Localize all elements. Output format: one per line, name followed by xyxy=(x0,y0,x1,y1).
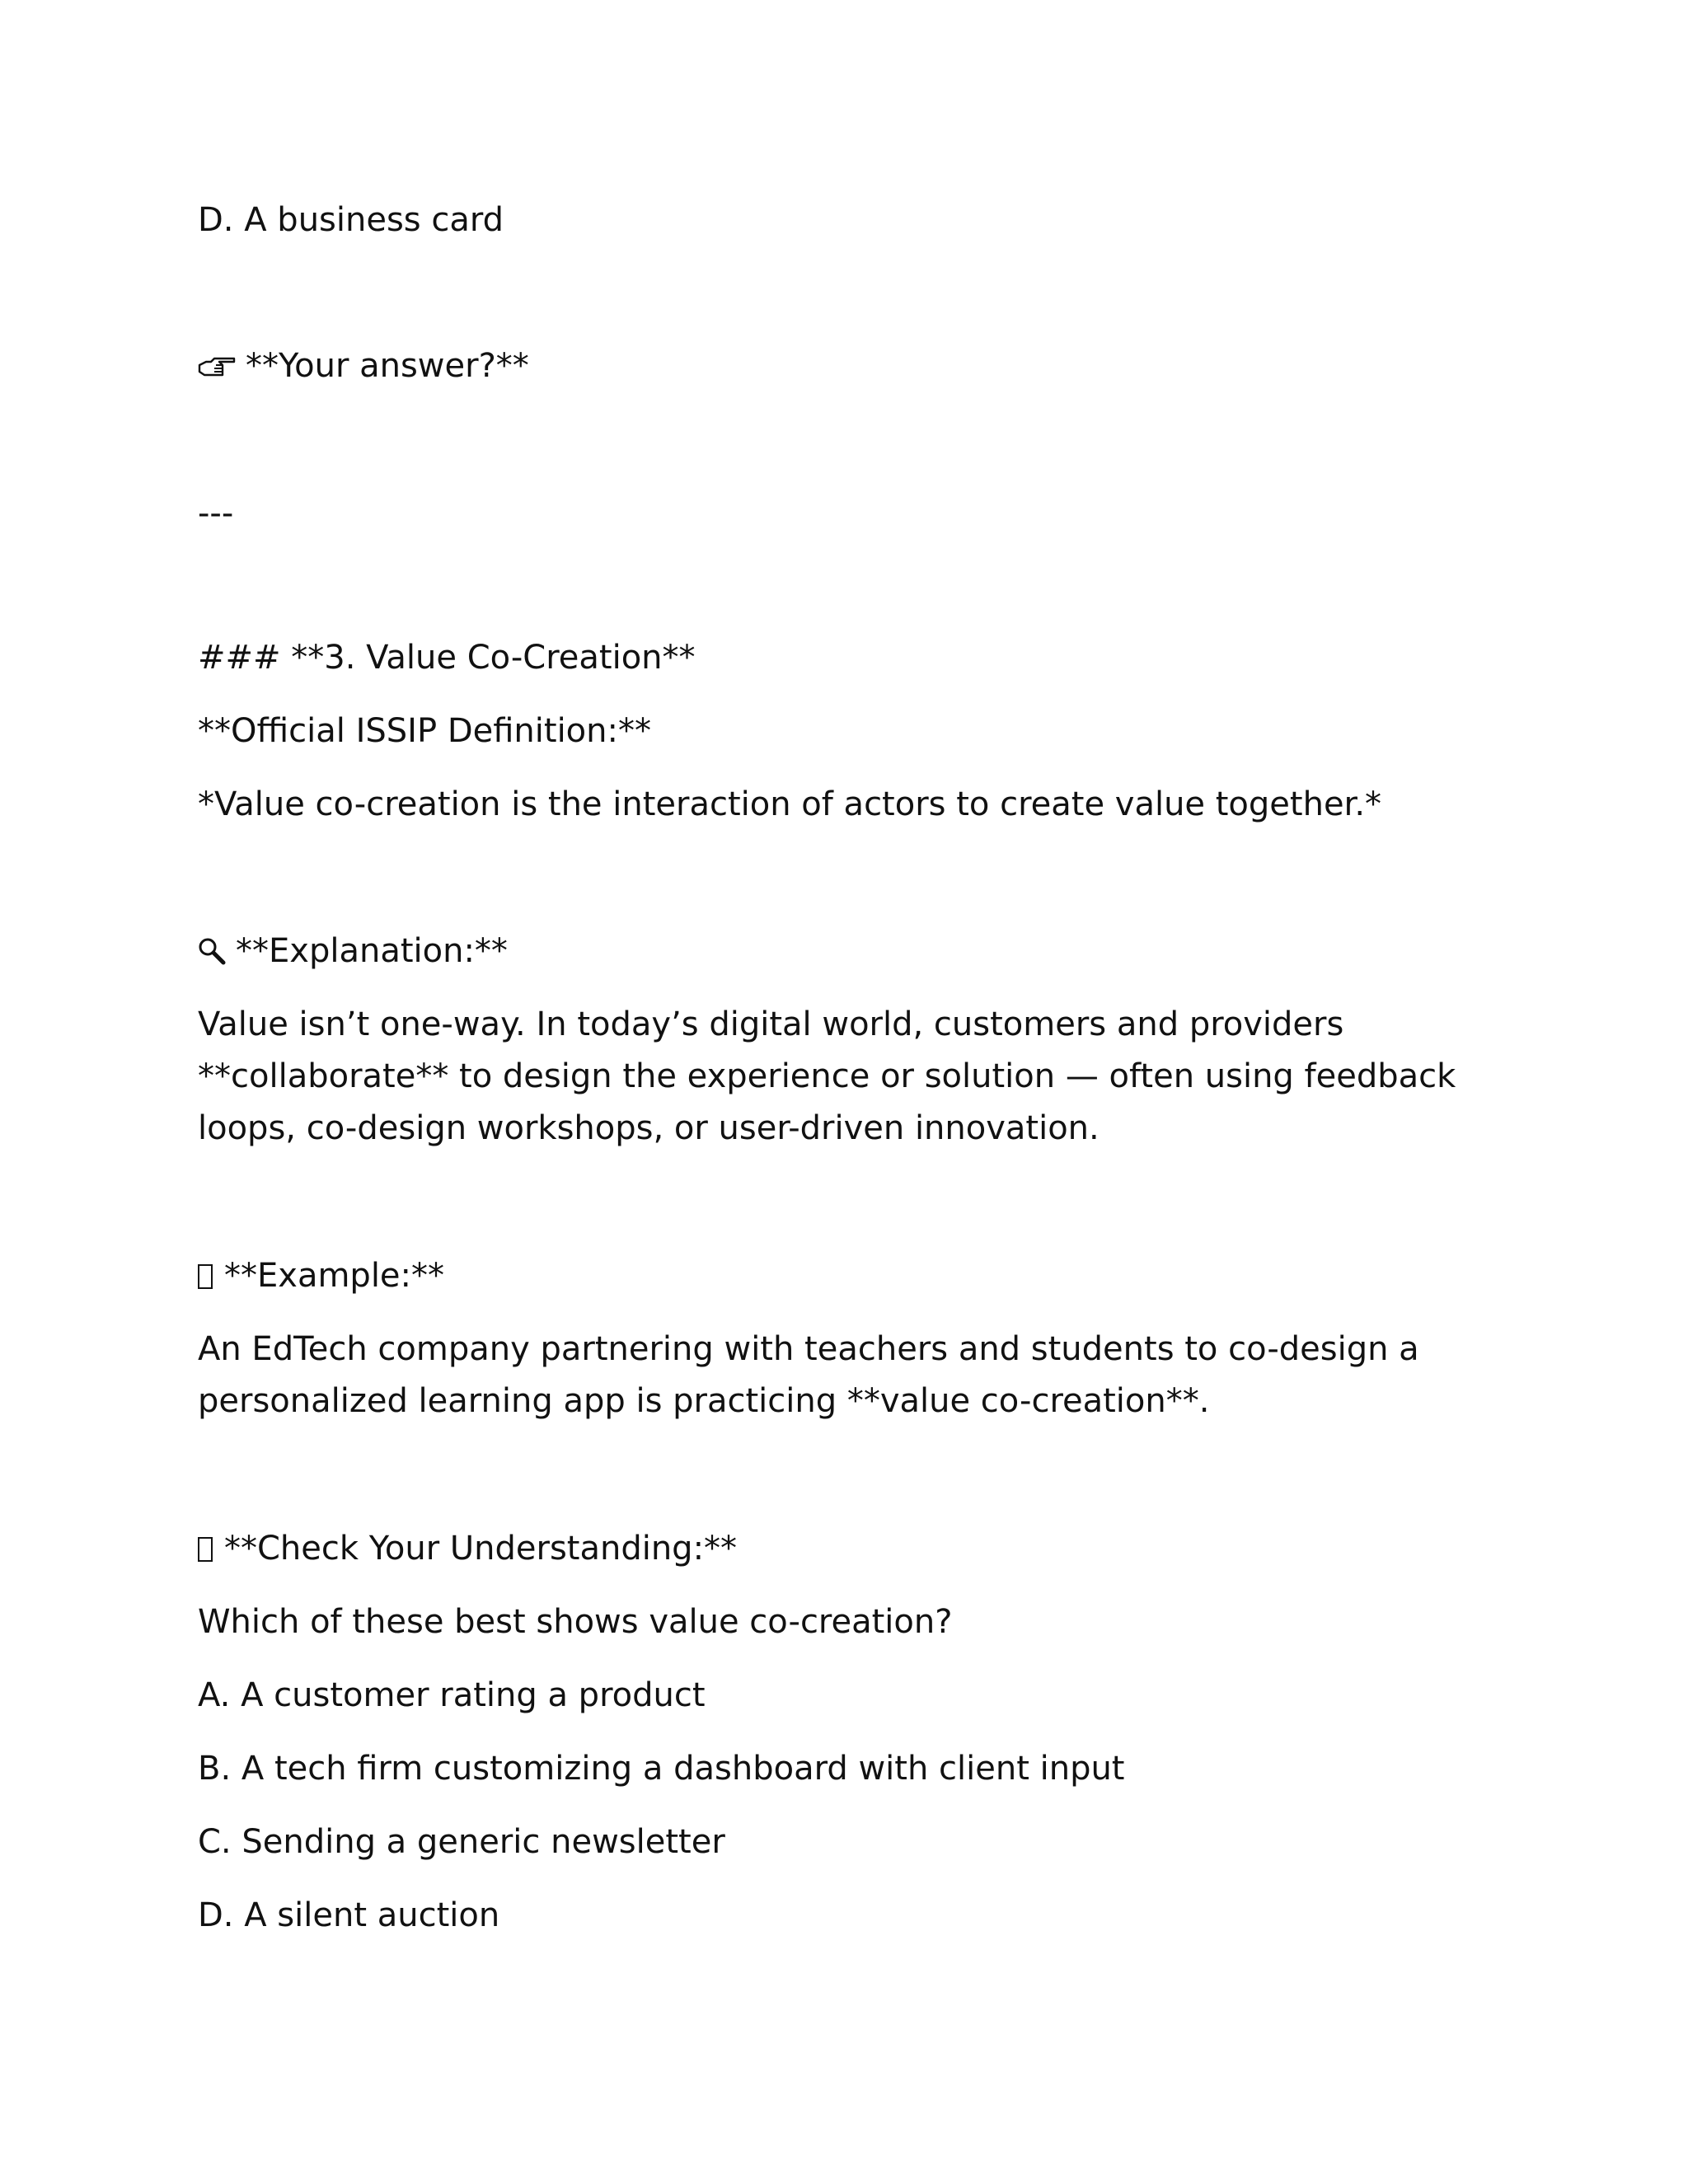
explanation-line: loops, co-design workshops, or user-driven innovation. xyxy=(198,1109,1100,1147)
example-line: An EdTech company partnering with teachers and students to co-design a xyxy=(198,1330,1419,1368)
answer-prompt: **Your answer?** xyxy=(246,347,529,385)
option-a: A. A customer rating a product xyxy=(198,1676,706,1714)
option-b: B. A tech firm customizing a dashboard with client input xyxy=(198,1750,1125,1788)
option-c: C. Sending a generic newsletter xyxy=(198,1823,725,1861)
question-text: Which of these best shows value co-creation? xyxy=(198,1603,953,1641)
explanation-line: Value isn’t one-way. In today’s digital world, customers and providers xyxy=(198,1005,1344,1043)
missing-glyph-icon xyxy=(198,1537,213,1562)
explanation-label-line xyxy=(198,932,508,971)
prev-option-d: D. A business card xyxy=(198,201,504,239)
pointing-hand-icon xyxy=(198,353,236,386)
example-label-line xyxy=(198,1257,445,1295)
check-label: **Check Your Understanding:** xyxy=(224,1530,738,1568)
explanation-line: **collaborate** to design the experience or solution — often using feedback xyxy=(198,1057,1456,1095)
separator: --- xyxy=(198,494,234,532)
answer-prompt-line xyxy=(198,349,529,386)
check-label-line xyxy=(198,1530,738,1568)
example-paragraph xyxy=(198,1324,1434,1427)
definition-text: *Value co-creation is the interaction of actors to create value together.* xyxy=(198,785,1382,823)
section-heading: ### **3. Value Co-Creation** xyxy=(198,639,696,677)
definition-label: **Official ISSIP Definition:** xyxy=(198,712,651,750)
explanation-label: **Explanation:** xyxy=(236,932,508,970)
example-label: **Example:** xyxy=(224,1257,445,1295)
magnifier-icon xyxy=(198,937,226,971)
explanation-paragraph xyxy=(198,999,1456,1155)
missing-glyph-icon xyxy=(198,1264,213,1289)
option-d: D. A silent auction xyxy=(198,1896,500,1934)
example-line: personalized learning app is practicing **value co-creation**. xyxy=(198,1382,1210,1420)
